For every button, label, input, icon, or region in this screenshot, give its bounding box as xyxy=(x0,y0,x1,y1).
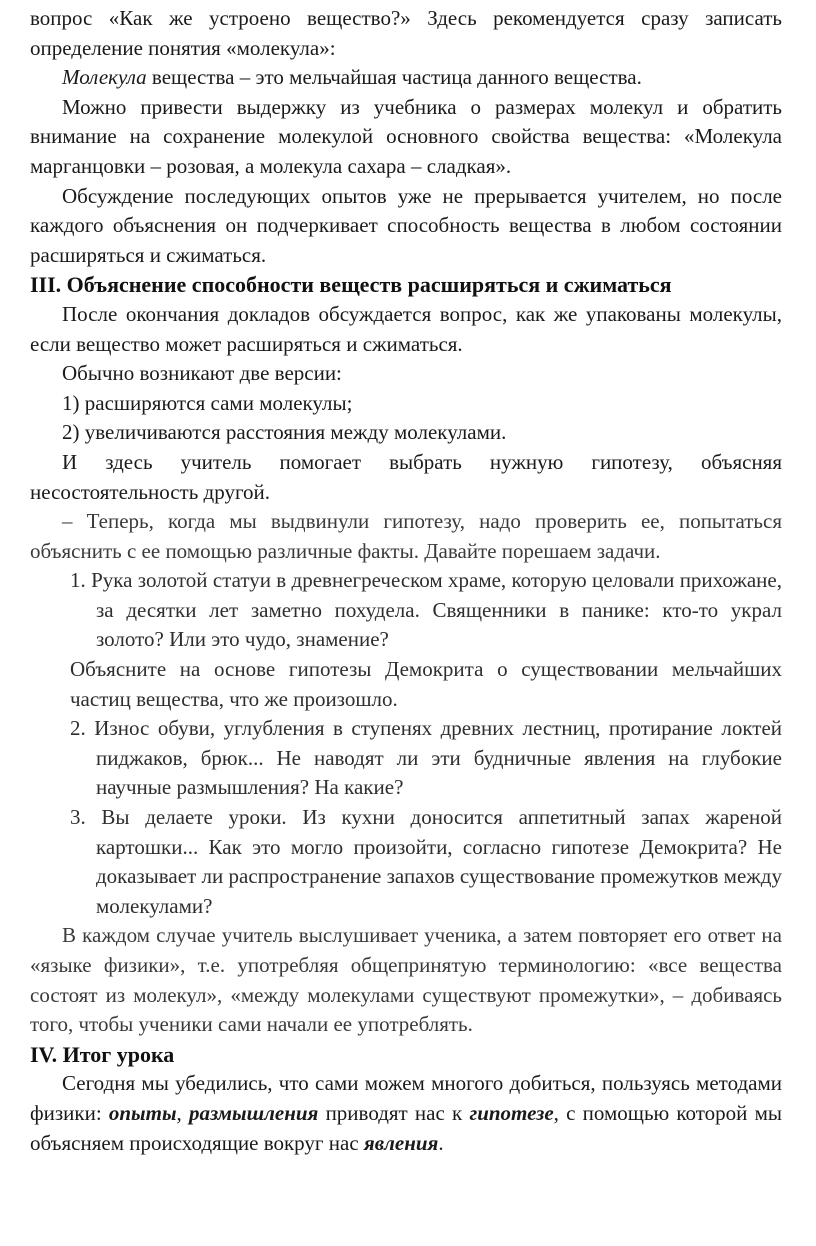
term-molecule: Молекула xyxy=(62,65,147,90)
task-item-2: 2. Износ обуви, углубления в ступенях древних лестниц, протирание локтей пиджаков, брюк... Не наводят ли эти будничные явления на глубокие научные размышления? На какие? xyxy=(70,716,782,800)
paragraph-molecule-definition xyxy=(30,63,782,93)
term-hypothesis: гипотезе xyxy=(469,1100,554,1125)
term-experiments: опыты xyxy=(108,1100,177,1125)
task-item-1: 1. Рука золотой статуи в древнегреческом храме, которую целовали прихожане, за десятки лет заметно похудела. Священники в панике: кто-то украл золото? Или это чудо, знамение? xyxy=(70,568,782,652)
version-item-2: 2) увеличиваются расстояния между молекулами. xyxy=(62,420,507,445)
task-1-note: Объясните на основе гипотезы Демокрита о существовании мельчайших частиц вещества, что же произошло. xyxy=(70,657,782,711)
section-heading-summary: IV. Итог урока xyxy=(30,1041,175,1067)
paragraph-textbook-excerpt: Можно привести выдержку из учебника о размерах молекул и обратить внимание на сохранение молекулой основного свойства вещества: «Молекула марганцовки – розовая, а молекула сахара – сладкая». xyxy=(30,94,782,178)
summary-text-1: Сегодня мы убедились, что сами можем многого добиться, пользуясь методами физики: xyxy=(30,1071,782,1125)
term-phenomena: явления xyxy=(363,1130,439,1155)
task-item-3: 3. Вы делаете уроки. Из кухни доносится аппетитный запах жареной картошки... Как это могло произойти, согласно гипотезе Демокрита? Не доказывает ли распространение запахов существование промежутков между молекулами? xyxy=(70,805,782,918)
paragraph-lets-solve: – Теперь, когда мы выдвинули гипотезу, надо проверить ее, попытаться объяснить с ее помощью различные факты. Давайте порешаем задачи. xyxy=(30,509,782,563)
paragraph-hypothesis-choice: И здесь учитель помогает выбрать нужную гипотезу, объясняя несостоятельность другой. xyxy=(30,449,782,504)
version-item-1: 1) расширяются сами молекулы; xyxy=(62,390,353,415)
summary-text-5: . xyxy=(438,1130,444,1155)
section-heading-explanation: III. Объяснение способности веществ расширяться и сжиматься xyxy=(30,272,672,298)
definition-text: вещества – это мельчайшая частица данного вещества. xyxy=(146,65,642,90)
paragraph-physics-language: В каждом случае учитель выслушивает ученика, а затем повторяет его ответ на «языке физики», т.е. употребляя общепринятую терминологию: «все вещества состоят из молекул», «между молекулами существуют промежутки», – добиваясь того, чтобы ученики сами начали ее употреблять. xyxy=(30,923,782,1037)
paragraph-summary xyxy=(30,1069,782,1158)
paragraph-discussion: Обсуждение последующих опытов уже не прерывается учителем, но после каждого объяснения он подчеркивает способность вещества в любом состоянии расширяться и сжиматься. xyxy=(30,183,782,267)
paragraph-two-versions: Обычно возникают две версии: xyxy=(62,361,342,386)
summary-text-2: , xyxy=(176,1100,189,1125)
term-reasoning: размышления xyxy=(188,1100,319,1125)
summary-text-3: приводят нас к xyxy=(318,1100,470,1125)
summary-text-4: , с помощью которой мы объясняем происходящие вокруг нас xyxy=(30,1100,783,1155)
paragraph-after-reports: После окончания докладов обсуждается вопрос, как же упакованы молекулы, если вещество может расширяться и сжиматься. xyxy=(30,301,782,356)
paragraph-question: вопрос «Как же устроено вещество?» Здесь рекомендуется сразу записать определение понятия «молекула»: xyxy=(30,6,782,60)
document-page xyxy=(30,4,782,1158)
